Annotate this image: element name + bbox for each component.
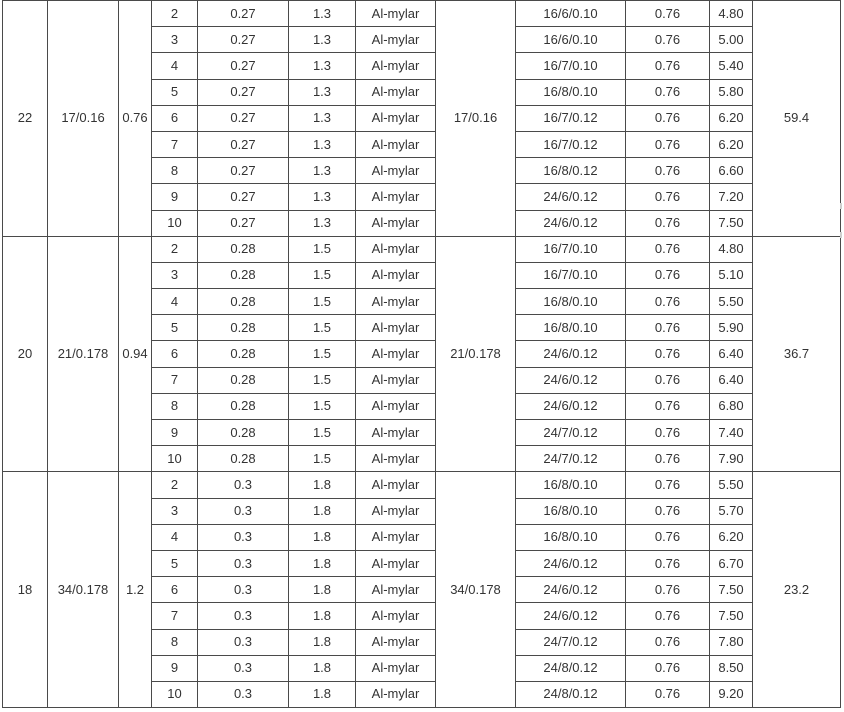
cores-cell: 10 (152, 210, 198, 236)
insulated-diameter-cell: 1.3 (289, 1, 356, 27)
insulated-diameter-cell: 1.3 (289, 131, 356, 157)
shield-tape-cell: Al-mylar (356, 1, 436, 27)
jacket-thickness-cell: 0.76 (626, 629, 710, 655)
jacket-thickness-cell: 0.76 (626, 1, 710, 27)
edge-mark (840, 203, 842, 209)
awg-cell: 20 (3, 236, 48, 472)
insulation-thickness-cell: 0.27 (198, 27, 289, 53)
outer-diameter-cell: 7.50 (710, 603, 753, 629)
braid-cell: 24/6/0.12 (516, 341, 626, 367)
outer-diameter-cell: 6.70 (710, 550, 753, 576)
insulation-thickness-cell: 0.28 (198, 393, 289, 419)
insulation-thickness-cell: 0.28 (198, 446, 289, 472)
outer-diameter-cell: 7.50 (710, 577, 753, 603)
drain-wire-cell: 17/0.16 (436, 1, 516, 237)
shield-tape-cell: Al-mylar (356, 53, 436, 79)
insulation-thickness-cell: 0.28 (198, 315, 289, 341)
cores-cell: 8 (152, 158, 198, 184)
insulation-thickness-cell: 0.27 (198, 131, 289, 157)
braid-cell: 16/7/0.12 (516, 105, 626, 131)
insulated-diameter-cell: 1.5 (289, 289, 356, 315)
insulated-diameter-cell: 1.5 (289, 315, 356, 341)
cores-cell: 6 (152, 341, 198, 367)
awg-cell: 22 (3, 1, 48, 237)
jacket-thickness-cell: 0.76 (626, 262, 710, 288)
outer-diameter-cell: 6.20 (710, 131, 753, 157)
cores-cell: 7 (152, 367, 198, 393)
shield-tape-cell: Al-mylar (356, 236, 436, 262)
awg-cell: 18 (3, 472, 48, 708)
braid-cell: 16/7/0.12 (516, 131, 626, 157)
insulation-thickness-cell: 0.28 (198, 289, 289, 315)
braid-cell: 16/8/0.10 (516, 315, 626, 341)
jacket-thickness-cell: 0.76 (626, 367, 710, 393)
insulated-diameter-cell: 1.8 (289, 524, 356, 550)
shield-tape-cell: Al-mylar (356, 27, 436, 53)
cores-cell: 9 (152, 655, 198, 681)
shield-tape-cell: Al-mylar (356, 315, 436, 341)
shield-tape-cell: Al-mylar (356, 262, 436, 288)
jacket-thickness-cell: 0.76 (626, 210, 710, 236)
insulated-diameter-cell: 1.3 (289, 158, 356, 184)
insulated-diameter-cell: 1.3 (289, 105, 356, 131)
cores-cell: 7 (152, 603, 198, 629)
cores-cell: 2 (152, 236, 198, 262)
table-body (3, 1, 841, 708)
insulated-diameter-cell: 1.8 (289, 550, 356, 576)
braid-cell: 16/6/0.10 (516, 27, 626, 53)
jacket-thickness-cell: 0.76 (626, 472, 710, 498)
insulation-thickness-cell: 0.28 (198, 420, 289, 446)
cores-cell: 9 (152, 420, 198, 446)
jacket-thickness-cell: 0.76 (626, 446, 710, 472)
insulation-thickness-cell: 0.3 (198, 603, 289, 629)
outer-diameter-cell: 7.90 (710, 446, 753, 472)
shield-tape-cell: Al-mylar (356, 158, 436, 184)
braid-cell: 24/7/0.12 (516, 446, 626, 472)
cores-cell: 4 (152, 289, 198, 315)
outer-diameter-cell: 7.50 (710, 210, 753, 236)
braid-cell: 16/8/0.10 (516, 524, 626, 550)
jacket-thickness-cell: 0.76 (626, 131, 710, 157)
outer-diameter-cell: 5.70 (710, 498, 753, 524)
insulation-thickness-cell: 0.27 (198, 158, 289, 184)
outer-diameter-cell: 7.80 (710, 629, 753, 655)
resistance-cell: 23.2 (753, 472, 841, 708)
insulated-diameter-cell: 1.3 (289, 27, 356, 53)
insulated-diameter-cell: 1.3 (289, 210, 356, 236)
insulation-thickness-cell: 0.27 (198, 105, 289, 131)
drain-wire-cell: 34/0.178 (436, 472, 516, 708)
jacket-thickness-cell: 0.76 (626, 524, 710, 550)
insulation-thickness-cell: 0.3 (198, 550, 289, 576)
jacket-thickness-cell: 0.76 (626, 655, 710, 681)
jacket-thickness-cell: 0.76 (626, 105, 710, 131)
cores-cell: 3 (152, 262, 198, 288)
jacket-thickness-cell: 0.76 (626, 420, 710, 446)
outer-diameter-cell: 4.80 (710, 1, 753, 27)
braid-cell: 16/8/0.10 (516, 498, 626, 524)
cores-cell: 4 (152, 524, 198, 550)
cores-cell: 8 (152, 629, 198, 655)
outer-diameter-cell: 7.20 (710, 184, 753, 210)
shield-tape-cell: Al-mylar (356, 550, 436, 576)
jacket-thickness-cell: 0.76 (626, 550, 710, 576)
resistance-cell: 36.7 (753, 236, 841, 472)
shield-tape-cell: Al-mylar (356, 655, 436, 681)
conductor-cell: 17/0.16 (48, 1, 119, 237)
conductor-diameter-cell: 0.94 (119, 236, 152, 472)
resistance-cell: 59.4 (753, 1, 841, 237)
insulated-diameter-cell: 1.5 (289, 393, 356, 419)
insulated-diameter-cell: 1.5 (289, 262, 356, 288)
insulation-thickness-cell: 0.3 (198, 472, 289, 498)
braid-cell: 24/7/0.12 (516, 420, 626, 446)
braid-cell: 24/8/0.12 (516, 681, 626, 707)
jacket-thickness-cell: 0.76 (626, 184, 710, 210)
braid-cell: 24/6/0.12 (516, 367, 626, 393)
insulation-thickness-cell: 0.28 (198, 367, 289, 393)
insulation-thickness-cell: 0.3 (198, 577, 289, 603)
insulated-diameter-cell: 1.5 (289, 367, 356, 393)
insulation-thickness-cell: 0.27 (198, 210, 289, 236)
insulation-thickness-cell: 0.27 (198, 79, 289, 105)
insulation-thickness-cell: 0.3 (198, 629, 289, 655)
outer-diameter-cell: 9.20 (710, 681, 753, 707)
insulated-diameter-cell: 1.3 (289, 79, 356, 105)
insulation-thickness-cell: 0.28 (198, 236, 289, 262)
insulation-thickness-cell: 0.27 (198, 1, 289, 27)
cores-cell: 5 (152, 550, 198, 576)
conductor-cell: 21/0.178 (48, 236, 119, 472)
cores-cell: 4 (152, 53, 198, 79)
jacket-thickness-cell: 0.76 (626, 498, 710, 524)
braid-cell: 24/6/0.12 (516, 393, 626, 419)
shield-tape-cell: Al-mylar (356, 446, 436, 472)
jacket-thickness-cell: 0.76 (626, 393, 710, 419)
outer-diameter-cell: 5.40 (710, 53, 753, 79)
drain-wire-cell: 21/0.178 (436, 236, 516, 472)
shield-tape-cell: Al-mylar (356, 629, 436, 655)
cores-cell: 6 (152, 577, 198, 603)
table-row (3, 1, 841, 27)
braid-cell: 16/6/0.10 (516, 1, 626, 27)
jacket-thickness-cell: 0.76 (626, 79, 710, 105)
jacket-thickness-cell: 0.76 (626, 27, 710, 53)
table-row (3, 236, 841, 262)
shield-tape-cell: Al-mylar (356, 289, 436, 315)
shield-tape-cell: Al-mylar (356, 603, 436, 629)
insulation-thickness-cell: 0.3 (198, 524, 289, 550)
outer-diameter-cell: 5.90 (710, 315, 753, 341)
insulation-thickness-cell: 0.3 (198, 655, 289, 681)
insulation-thickness-cell: 0.27 (198, 184, 289, 210)
jacket-thickness-cell: 0.76 (626, 53, 710, 79)
jacket-thickness-cell: 0.76 (626, 289, 710, 315)
braid-cell: 16/8/0.10 (516, 472, 626, 498)
outer-diameter-cell: 6.60 (710, 158, 753, 184)
braid-cell: 16/7/0.10 (516, 236, 626, 262)
cores-cell: 8 (152, 393, 198, 419)
cores-cell: 3 (152, 498, 198, 524)
outer-diameter-cell: 5.50 (710, 289, 753, 315)
cores-cell: 2 (152, 1, 198, 27)
cores-cell: 10 (152, 681, 198, 707)
jacket-thickness-cell: 0.76 (626, 603, 710, 629)
insulated-diameter-cell: 1.5 (289, 446, 356, 472)
conductor-diameter-cell: 0.76 (119, 1, 152, 237)
braid-cell: 24/6/0.12 (516, 603, 626, 629)
insulation-thickness-cell: 0.28 (198, 262, 289, 288)
jacket-thickness-cell: 0.76 (626, 577, 710, 603)
shield-tape-cell: Al-mylar (356, 131, 436, 157)
outer-diameter-cell: 7.40 (710, 420, 753, 446)
cable-spec-table (2, 0, 841, 708)
insulated-diameter-cell: 1.8 (289, 603, 356, 629)
conductor-diameter-cell: 1.2 (119, 472, 152, 708)
edge-mark (840, 232, 842, 238)
outer-diameter-cell: 6.40 (710, 367, 753, 393)
braid-cell: 24/8/0.12 (516, 655, 626, 681)
insulated-diameter-cell: 1.5 (289, 236, 356, 262)
cores-cell: 10 (152, 446, 198, 472)
shield-tape-cell: Al-mylar (356, 393, 436, 419)
insulation-thickness-cell: 0.27 (198, 53, 289, 79)
outer-diameter-cell: 5.50 (710, 472, 753, 498)
outer-diameter-cell: 8.50 (710, 655, 753, 681)
braid-cell: 24/6/0.12 (516, 184, 626, 210)
jacket-thickness-cell: 0.76 (626, 315, 710, 341)
braid-cell: 24/6/0.12 (516, 210, 626, 236)
shield-tape-cell: Al-mylar (356, 367, 436, 393)
braid-cell: 24/6/0.12 (516, 577, 626, 603)
braid-cell: 16/8/0.10 (516, 79, 626, 105)
outer-diameter-cell: 6.20 (710, 524, 753, 550)
braid-cell: 24/7/0.12 (516, 629, 626, 655)
shield-tape-cell: Al-mylar (356, 210, 436, 236)
insulated-diameter-cell: 1.5 (289, 420, 356, 446)
outer-diameter-cell: 6.40 (710, 341, 753, 367)
jacket-thickness-cell: 0.76 (626, 341, 710, 367)
cores-cell: 5 (152, 315, 198, 341)
outer-diameter-cell: 4.80 (710, 236, 753, 262)
insulated-diameter-cell: 1.8 (289, 629, 356, 655)
braid-cell: 16/8/0.12 (516, 158, 626, 184)
insulation-thickness-cell: 0.28 (198, 341, 289, 367)
braid-cell: 24/6/0.12 (516, 550, 626, 576)
insulated-diameter-cell: 1.8 (289, 498, 356, 524)
cores-cell: 9 (152, 184, 198, 210)
shield-tape-cell: Al-mylar (356, 524, 436, 550)
shield-tape-cell: Al-mylar (356, 681, 436, 707)
cores-cell: 6 (152, 105, 198, 131)
outer-diameter-cell: 6.20 (710, 105, 753, 131)
conductor-cell: 34/0.178 (48, 472, 119, 708)
outer-diameter-cell: 6.80 (710, 393, 753, 419)
braid-cell: 16/8/0.10 (516, 289, 626, 315)
cores-cell: 7 (152, 131, 198, 157)
insulation-thickness-cell: 0.3 (198, 681, 289, 707)
insulated-diameter-cell: 1.5 (289, 341, 356, 367)
cores-cell: 2 (152, 472, 198, 498)
jacket-thickness-cell: 0.76 (626, 681, 710, 707)
outer-diameter-cell: 5.80 (710, 79, 753, 105)
insulated-diameter-cell: 1.8 (289, 577, 356, 603)
shield-tape-cell: Al-mylar (356, 577, 436, 603)
table-row (3, 472, 841, 498)
outer-diameter-cell: 5.00 (710, 27, 753, 53)
braid-cell: 16/7/0.10 (516, 53, 626, 79)
outer-diameter-cell: 5.10 (710, 262, 753, 288)
insulated-diameter-cell: 1.8 (289, 681, 356, 707)
shield-tape-cell: Al-mylar (356, 79, 436, 105)
shield-tape-cell: Al-mylar (356, 184, 436, 210)
insulated-diameter-cell: 1.8 (289, 472, 356, 498)
cores-cell: 3 (152, 27, 198, 53)
insulated-diameter-cell: 1.3 (289, 184, 356, 210)
shield-tape-cell: Al-mylar (356, 472, 436, 498)
braid-cell: 16/7/0.10 (516, 262, 626, 288)
cores-cell: 5 (152, 79, 198, 105)
jacket-thickness-cell: 0.76 (626, 158, 710, 184)
shield-tape-cell: Al-mylar (356, 420, 436, 446)
insulated-diameter-cell: 1.3 (289, 53, 356, 79)
insulation-thickness-cell: 0.3 (198, 498, 289, 524)
shield-tape-cell: Al-mylar (356, 341, 436, 367)
jacket-thickness-cell: 0.76 (626, 236, 710, 262)
insulated-diameter-cell: 1.8 (289, 655, 356, 681)
shield-tape-cell: Al-mylar (356, 498, 436, 524)
shield-tape-cell: Al-mylar (356, 105, 436, 131)
